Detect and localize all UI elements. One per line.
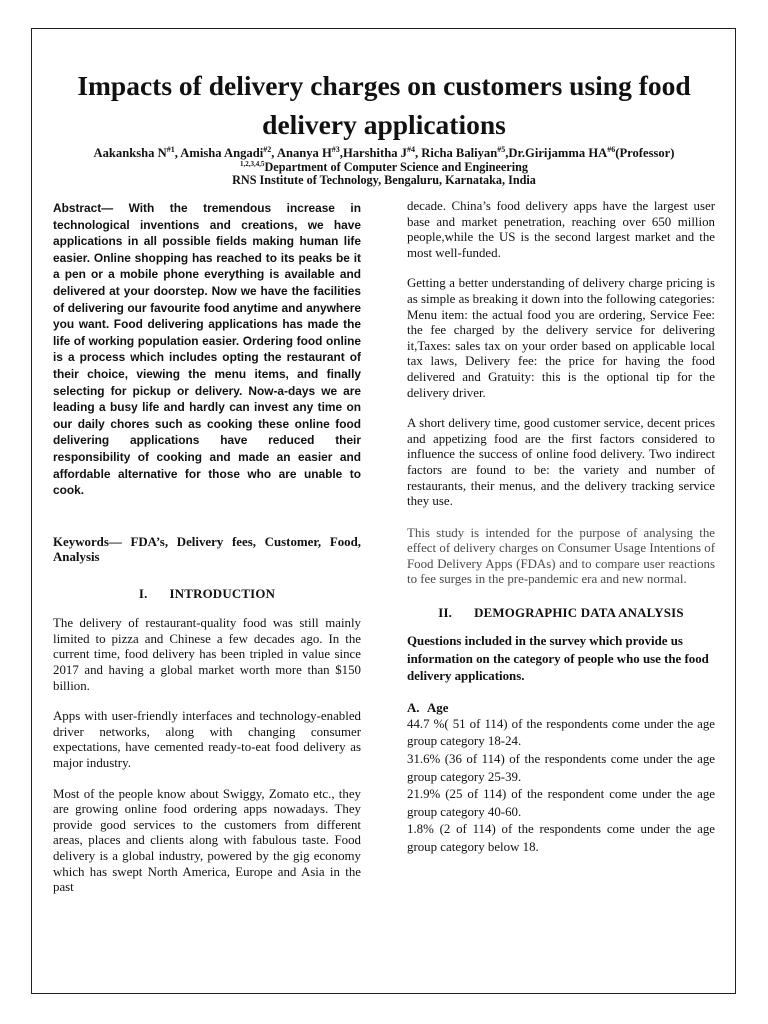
intro-paragraph: Most of the people know about Swiggy, Zomato etc., they are growing online food ordering apps nowadays. They provide good services to the customers from different areas, places and clients along with fabulous taste. Food delivery is a global industry, powered by the gig economy which has swept North America, Europe and Asia in the past — [53, 786, 361, 895]
institution-line: RNS Institute of Technology, Bengaluru, Karnataka, India — [232, 173, 536, 187]
left-column — [53, 200, 361, 896]
author-6: Dr.Girijamma HA$^{\#6}$(Professor) — [508, 145, 675, 161]
right-column — [407, 199, 715, 857]
author-5: Richa Baliyan$^{\#5}$, — [421, 145, 509, 161]
age-item: 31.6% (36 of 114) of the respondents come under the age group category 25-39. — [407, 752, 715, 784]
body-paragraph: A short delivery time, good customer service, decent prices and appetizing food are the first factors considered to influence the success of online food delivery. Two indirect factors are found to be: the variety and number of restaurants, their menus, and the delivery tracking service they use. — [407, 416, 715, 509]
section-heading-introduction: I. INTRODUCTION — [138, 587, 276, 602]
intro-paragraph: Apps with user-friendly interfaces and technology-enabled driver networks, along with changing consumer expectations, have cemented ready-to-eat food delivery as major industry. — [53, 709, 361, 771]
department-line: $^{1,2,3,4,5}$Department of Computer Science and Engineering — [240, 160, 528, 175]
survey-question-text: Questions included in the survey which provide us information on the category of people who use the food delivery applications. — [407, 634, 709, 684]
author-1: Aakanksha $N^{\#1}$, — [93, 145, 181, 161]
author-3: Ananya $H^{\#3}$, — [276, 145, 343, 161]
paper-title: Impacts of delivery charges on customers using food delivery applications — [77, 70, 691, 140]
body-paragraph: This study is intended for the purpose of analysing the effect of delivery charges on Consumer Usage Intentions of Food Delivery Apps (FDAs) and to compare user reactions to fee surges in the pre-pandemic era and new normal. — [407, 525, 715, 587]
subsection-heading-age: A. Age — [407, 700, 449, 715]
keywords: Keywords— FDA’s, Delivery fees, Customer, Food, Analysis — [53, 534, 361, 565]
author-2: Amisha Angadi$^{\#2}$, — [180, 145, 277, 161]
age-item: 44.7 %( 51 of 114) of the respondents come under the age group category 18-24. — [407, 716, 715, 749]
section-heading-demographic: II. DEMOGRAPHIC DATA ANALYSIS — [438, 606, 684, 621]
intro-paragraph: The delivery of restaurant-quality food was still mainly limited to pizza and Chinese a few decades ago. In the current time, food delivery has been tripled in value since 2017 and having a global market worth more than $150 billion. — [53, 616, 361, 693]
age-item: 21.9% (25 of 114) of the respondent come under the age group category 40-60. — [407, 787, 715, 819]
abstract: Abstract— With the tremendous increase in technological inventions and creations, we have applications in all possible fields making human life easier. Online shopping has reached to its peaks be it a pen or a mobile phone everything is available and delivered at your doorstep. Now we have the facilities of delivering our favourite food anytime and anywhere you want. Food delivering applications has made the life of working population easier. Ordering food online is a process which includes opting the restaurant of their choice, viewing the menu items, and finally selecting for pickup or delivery. Now-a-days we are leading a busy life and hardly can invest any time on our daily chores such as cooking these online food delivering applications have reduced their responsibility of cooking and made an easier and affordable alternative for those who are unable to cook. — [53, 201, 361, 498]
body-paragraph: Getting a better understanding of delivery charge pricing is as simple as breaking it down into the following categories: Menu item: the actual food you are ordering, Service Fee: the fee charged by the delivery service for delivering it,Taxes: sales tax on your order based on applicable local tax laws, Delivery fee: the price for having the food delivered and Gratuity: this is the optional tip for the delivery driver. — [407, 276, 715, 400]
author-4: Harshitha $J^{\#4}$, — [342, 145, 422, 161]
body-paragraph: decade. China’s food delivery apps have the largest user base and market penetration, reaching over 650 million people,while the US is the second largest market and the most well-funded. — [407, 199, 715, 260]
age-item: 1.8% (2 of 114) of the respondents come under the age group category below 18. — [407, 822, 715, 854]
